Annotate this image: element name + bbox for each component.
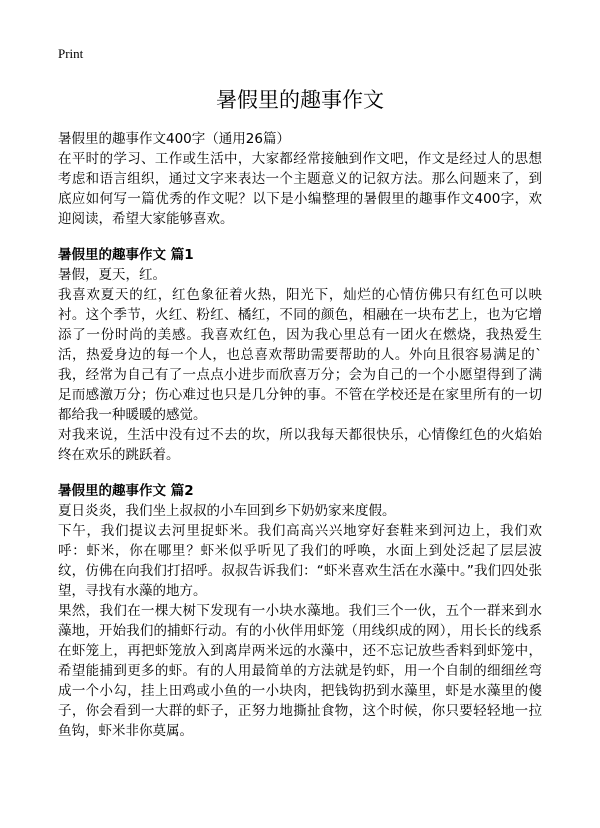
intro-paragraph: 在平时的学习、工作或生活中，大家都经常接触到作文吧，作文是经过人的思想考虑和语言组织，通过文字来表达一个主题意义的记叙方法。那么问题来了，到底应如何写一篇优秀的作文呢？以下是小编整理的暑假里的趣事作文400字，欢迎阅读，希望大家能够喜欢。 [58, 151, 542, 227]
print-link[interactable]: Print [58, 46, 84, 61]
section-1-paragraph-2: 我喜欢夏天的红，红色象征着火热，阳光下，灿烂的心情仿佛只有红色可以映衬。这个季节，火红、粉红、橘红，不同的颜色，相融在一块布艺上，也为它增添了一份时尚的美感。我喜欢红色，因为我心里总有一团火在燃烧，我热爱生活，热爱身边的每一个人，也总喜欢帮助需要帮助的人。外向且很容易满足的`我，经常为自己有了一点点小进步而欣喜万分；会为自己的一个小愿望得到了满足而感激万分；伤心难过也只是几分钟的事。不管在学校还是在家里所有的一切都给我一种暖暖的感觉。 [58, 287, 542, 423]
section-2-paragraph-3: 果然，我们在一棵大树下发现有一小块水藻地。我们三个一伙，五个一群来到水藻地，开始我们的捕虾行动。有的小伙伴用虾笼（用线织成的网），用长长的线系在虾笼上，再把虾笼放入到离岸两米远的水藻中，还不忘记放些香料到虾笼中，希望能捕到更多的虾。有的人用最简单的方法就是钓虾，用一个自制的细细丝弯成一个小勾，挂上田鸡或小鱼的一小块肉，把钱钩扔到水藻里，虾是水藻里的傻子，你会看到一大群的虾子，正努力地撕扯食物，这个时候，你只要轻轻地一拉鱼钩，虾米非你莫属。 [58, 603, 542, 739]
section-heading-1: 暑假里的趣事作文 篇1 [58, 247, 194, 263]
section-1-paragraph-1: 暑假，夏天，红。 [58, 267, 166, 283]
page-title: 暑假里的趣事作文 [216, 88, 384, 112]
section-heading-2: 暑假里的趣事作文 篇2 [58, 483, 194, 499]
section-1-paragraph-3: 对我来说，生活中没有过不去的坎，所以我每天都很快乐，心情像红色的火焰始终在欢乐的跳跃着。 [58, 427, 542, 463]
section-2-paragraph-2: 下午，我们提议去河里捉虾米。我们高高兴兴地穿好套鞋来到河边上，我们欢呼：虾米，你在哪里？虾米似乎听见了我们的呼唤，水面上到处泛起了层层波纹，仿佛在向我们打招呼。叔叔告诉我们：“虾米喜欢生活在水藻中。”我们四处张望，寻找有水藻的地方。 [58, 523, 542, 599]
article-subtitle: 暑假里的趣事作文400字（通用26篇） [58, 131, 290, 147]
section-2-paragraph-1: 夏日炎炎，我们坐上叔叔的小车回到乡下奶奶家来度假。 [58, 503, 396, 519]
